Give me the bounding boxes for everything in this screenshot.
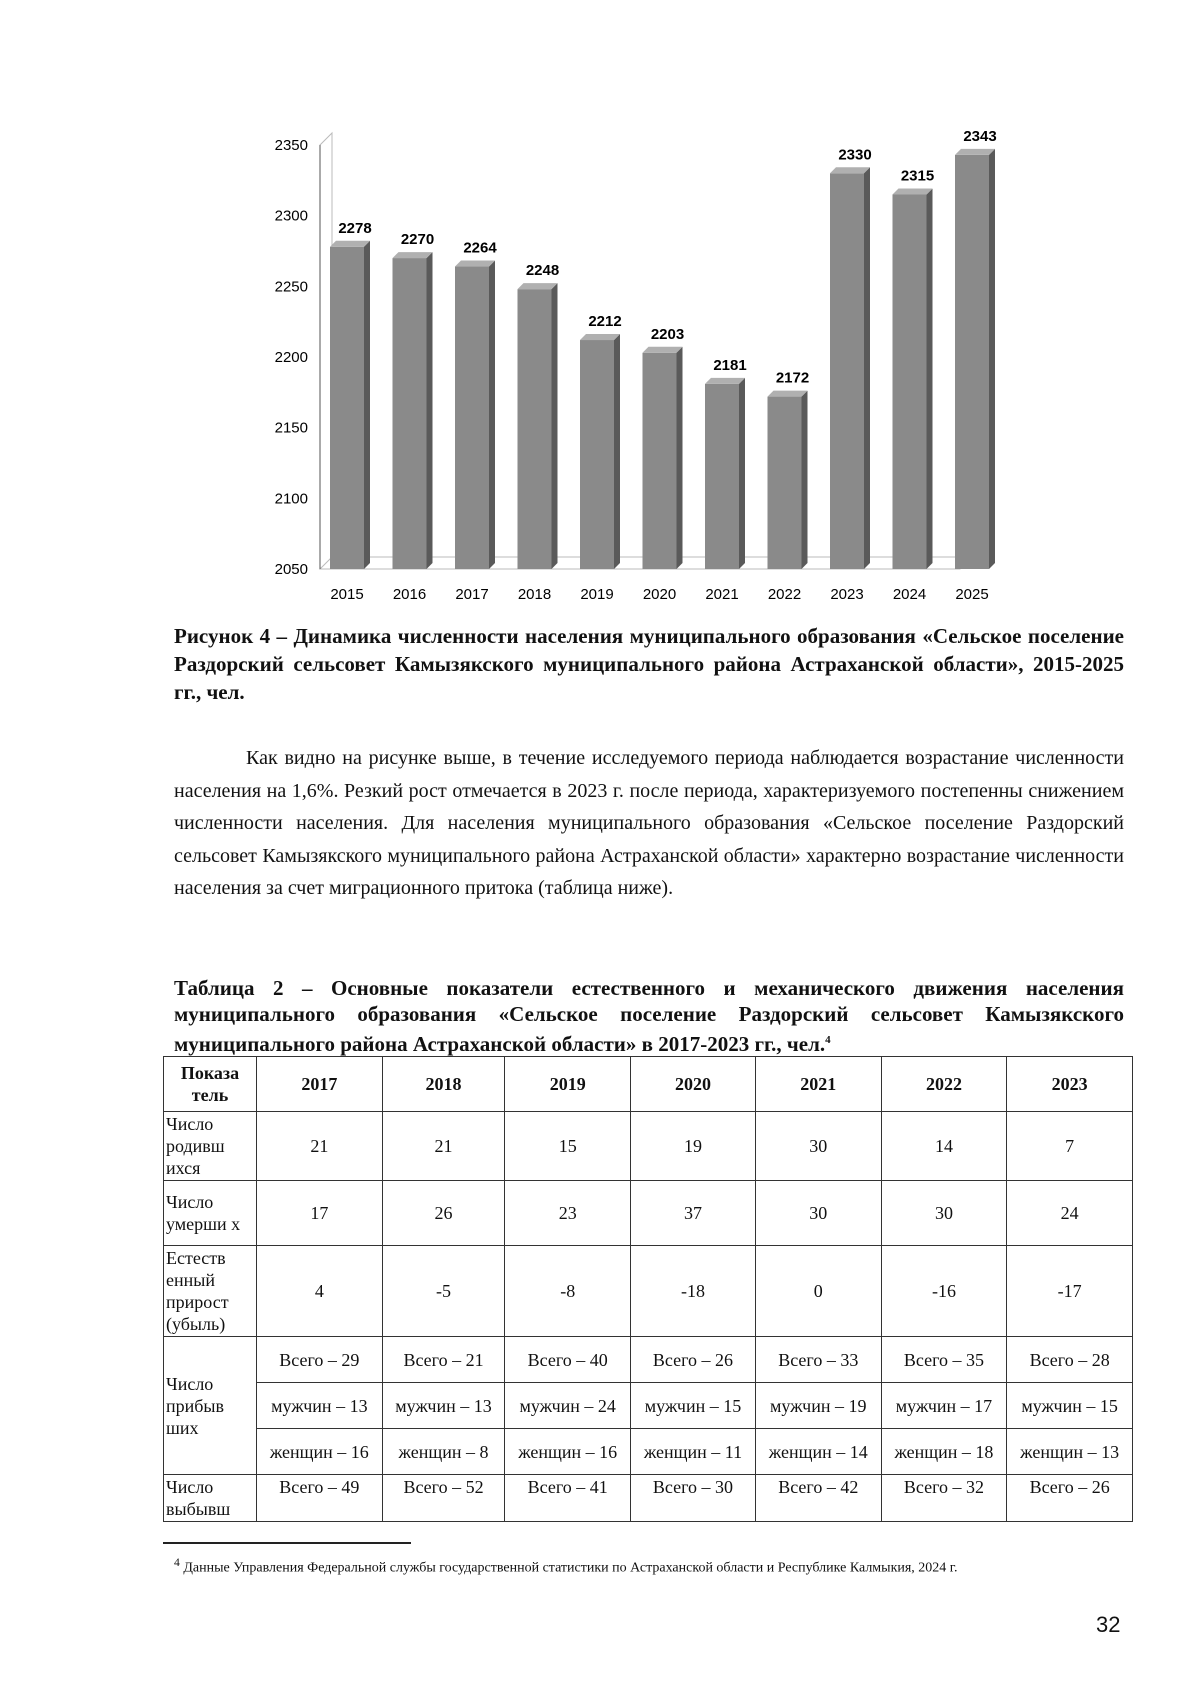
header-cell: 2021 bbox=[755, 1057, 881, 1112]
bar-side bbox=[552, 283, 558, 569]
data-label: 2181 bbox=[713, 356, 747, 374]
bar-top bbox=[830, 167, 870, 173]
table-cell: женщин – 13 bbox=[1007, 1429, 1133, 1475]
row-label: Естеств енный прирост (убыль) bbox=[164, 1246, 257, 1337]
table-cell: Всего – 35 bbox=[881, 1337, 1007, 1383]
table-row bbox=[164, 1181, 1133, 1246]
table-cell: 23 bbox=[505, 1181, 631, 1246]
x-tick-label: 2024 bbox=[892, 586, 927, 603]
y-tick-label: 2350 bbox=[274, 137, 308, 154]
table-cell: -17 bbox=[1007, 1246, 1133, 1337]
bar-side bbox=[614, 334, 620, 569]
figure-caption: Рисунок 4 – Динамика численности населения муниципального образования «Сельское поселение Раздорский сельсовет Камызякского муниципального района Астраханской области», 2015-2025 гг., чел. bbox=[174, 624, 1124, 704]
page-number: 32 bbox=[1096, 1612, 1121, 1637]
table-cell: Всего – 28 bbox=[1007, 1337, 1133, 1383]
data-label: 2315 bbox=[900, 167, 935, 185]
table-cell: 21 bbox=[257, 1112, 383, 1181]
data-label: 2172 bbox=[775, 369, 810, 387]
bar bbox=[330, 247, 364, 569]
bar-side bbox=[739, 378, 745, 569]
bar bbox=[643, 353, 677, 569]
bar bbox=[455, 267, 489, 569]
y-tick-label: 2200 bbox=[274, 349, 308, 366]
table-cell: мужчин – 13 bbox=[382, 1383, 505, 1429]
x-tick-label: 2019 bbox=[580, 586, 614, 603]
bar-top bbox=[768, 391, 808, 397]
data-label: 2264 bbox=[463, 239, 497, 257]
bar bbox=[830, 173, 864, 569]
bar-side bbox=[864, 167, 870, 569]
table-cell: 7 bbox=[1007, 1112, 1133, 1181]
row-label: Число выбывш bbox=[164, 1475, 257, 1522]
bar bbox=[768, 397, 802, 569]
table-cell: женщин – 18 bbox=[881, 1429, 1007, 1475]
bar-top bbox=[330, 241, 370, 247]
header-cell: 2017 bbox=[257, 1057, 383, 1112]
table-cell: женщин – 11 bbox=[631, 1429, 756, 1475]
table-header-row bbox=[164, 1057, 1133, 1112]
row-label: Число прибыв ших bbox=[164, 1337, 257, 1475]
header-cell: 2018 bbox=[382, 1057, 505, 1112]
table-row bbox=[164, 1246, 1133, 1337]
table-cell: мужчин – 13 bbox=[257, 1383, 383, 1429]
table-cell: 17 bbox=[257, 1181, 383, 1246]
table-cell: Всего – 52 bbox=[382, 1475, 505, 1522]
bar-top bbox=[393, 252, 433, 258]
x-tick-label: 2022 bbox=[767, 586, 802, 603]
bar bbox=[518, 289, 552, 569]
x-tick-label: 2020 bbox=[642, 586, 677, 603]
table-cell: Всего – 21 bbox=[382, 1337, 505, 1383]
bar-top bbox=[580, 334, 620, 340]
table-row bbox=[164, 1112, 1133, 1181]
table-cell: 14 bbox=[881, 1112, 1007, 1181]
table-row bbox=[164, 1383, 1133, 1429]
table-cell: Всего – 42 bbox=[755, 1475, 881, 1522]
bar-top bbox=[955, 149, 995, 155]
table-cell: женщин – 16 bbox=[257, 1429, 383, 1475]
bar-side bbox=[989, 149, 995, 569]
y-tick-label: 2250 bbox=[274, 278, 308, 296]
y-tick-label: 2050 bbox=[274, 561, 308, 578]
table-cell: 30 bbox=[881, 1181, 1007, 1246]
x-tick-label: 2015 bbox=[330, 586, 364, 603]
table-cell: женщин – 16 bbox=[505, 1429, 631, 1475]
table-cell: -5 bbox=[382, 1246, 505, 1337]
bar-side bbox=[802, 391, 808, 569]
header-cell: 2019 bbox=[505, 1057, 631, 1112]
table-cell: 30 bbox=[755, 1112, 881, 1181]
table-row bbox=[164, 1337, 1133, 1383]
x-tick-label: 2025 bbox=[955, 586, 989, 603]
header-cell: Показа тель bbox=[164, 1057, 257, 1112]
table-cell: мужчин – 15 bbox=[631, 1383, 756, 1429]
data-label: 2270 bbox=[400, 231, 435, 249]
table-cell: 37 bbox=[631, 1181, 756, 1246]
table-cell: мужчин – 24 bbox=[505, 1383, 631, 1429]
bar-side bbox=[927, 188, 933, 569]
row-label: Число родивш ихся bbox=[164, 1112, 257, 1181]
bar bbox=[393, 258, 427, 569]
table-cell: 24 bbox=[1007, 1181, 1133, 1246]
table-cell: Всего – 40 bbox=[505, 1337, 631, 1383]
bar-side bbox=[427, 252, 433, 569]
table-cell: женщин – 8 bbox=[382, 1429, 505, 1475]
table-cell: -16 bbox=[881, 1246, 1007, 1337]
table-cell: Всего – 32 bbox=[881, 1475, 1007, 1522]
bar-top bbox=[705, 378, 745, 384]
table-row bbox=[164, 1429, 1133, 1475]
table-row bbox=[164, 1475, 1133, 1522]
bar-side bbox=[677, 347, 683, 569]
header-cell: 2022 bbox=[881, 1057, 1007, 1112]
table-cell: Всего – 29 bbox=[257, 1337, 383, 1383]
data-label: 2203 bbox=[650, 325, 685, 343]
bar bbox=[955, 155, 989, 569]
body-paragraph: Как видно на рисунке выше, в течение исследуемого периода наблюдается возрастание численности населения на 1,6%. Резкий рост отмечается в 2023 г. после периода, характеризуемого постепенны снижением численности населения. Для населения муниципального образования «Сельское поселение Раздорский сельсовет Камызякского муниципального района Астраханской области» характерно возрастание численности населения за счет миграционного притока (таблица ниже). bbox=[174, 747, 1124, 899]
y-tick-label: 2100 bbox=[274, 490, 308, 508]
table-cell: 19 bbox=[631, 1112, 756, 1181]
x-tick-label: 2016 bbox=[392, 586, 427, 603]
bar bbox=[893, 194, 927, 569]
table-cell: -8 bbox=[505, 1246, 631, 1337]
data-label: 2278 bbox=[338, 219, 372, 237]
table-cell: 15 bbox=[505, 1112, 631, 1181]
data-label: 2212 bbox=[588, 313, 622, 331]
x-tick-label: 2018 bbox=[517, 586, 552, 603]
table-cell: -18 bbox=[631, 1246, 756, 1337]
table-cell: Всего – 26 bbox=[631, 1337, 756, 1383]
table-cell: Всего – 26 bbox=[1007, 1475, 1133, 1522]
table-cell: 26 bbox=[382, 1181, 505, 1246]
table-title: Таблица 2 – Основные показатели естественного и механического движения населения муниципального образования «Сельское поселение Раздорский сельсовет Камызякского муниципального района Астраханской области» в 2017-2023 гг., чел.$^4$ bbox=[174, 976, 1124, 1056]
footnote-divider bbox=[163, 1542, 411, 1544]
table-cell: 21 bbox=[382, 1112, 505, 1181]
table-cell: мужчин – 15 bbox=[1007, 1383, 1133, 1429]
x-tick-label: 2023 bbox=[830, 586, 864, 603]
demographics-table bbox=[163, 1056, 1133, 1522]
bar bbox=[580, 340, 614, 569]
row-label: Число умерши х bbox=[164, 1181, 257, 1246]
table-cell: Всего – 49 bbox=[257, 1475, 383, 1522]
table-cell: Всего – 41 bbox=[505, 1475, 631, 1522]
data-label: 2330 bbox=[838, 146, 872, 164]
table-cell: 4 bbox=[257, 1246, 383, 1337]
x-tick-label: 2017 bbox=[455, 586, 489, 603]
table-cell: женщин – 14 bbox=[755, 1429, 881, 1475]
header-cell: 2023 bbox=[1007, 1057, 1133, 1112]
data-label: 2248 bbox=[525, 262, 560, 280]
x-tick-label: 2021 bbox=[705, 586, 739, 603]
y-tick-label: 2150 bbox=[274, 419, 308, 437]
bar-top bbox=[518, 283, 558, 289]
table-cell: 30 bbox=[755, 1181, 881, 1246]
header-cell: 2020 bbox=[631, 1057, 756, 1112]
bar bbox=[705, 384, 739, 569]
data-label: 2343 bbox=[963, 127, 997, 145]
footnote: $^4$ Данные Управления Федеральной службы государственной статистики по Астраханской области и Республике Калмыкия, 2024 г. bbox=[174, 1556, 958, 1576]
table-cell: мужчин – 19 bbox=[755, 1383, 881, 1429]
y-tick-label: 2300 bbox=[274, 207, 308, 225]
table-cell: 0 bbox=[755, 1246, 881, 1337]
population-bar-chart bbox=[250, 110, 1050, 610]
bar-top bbox=[893, 188, 933, 194]
bar-side bbox=[364, 241, 370, 569]
table-cell: Всего – 30 bbox=[631, 1475, 756, 1522]
bar-top bbox=[643, 347, 683, 353]
bar-side bbox=[489, 261, 495, 569]
bar-top bbox=[455, 261, 495, 267]
table-cell: мужчин – 17 bbox=[881, 1383, 1007, 1429]
table-cell: Всего – 33 bbox=[755, 1337, 881, 1383]
